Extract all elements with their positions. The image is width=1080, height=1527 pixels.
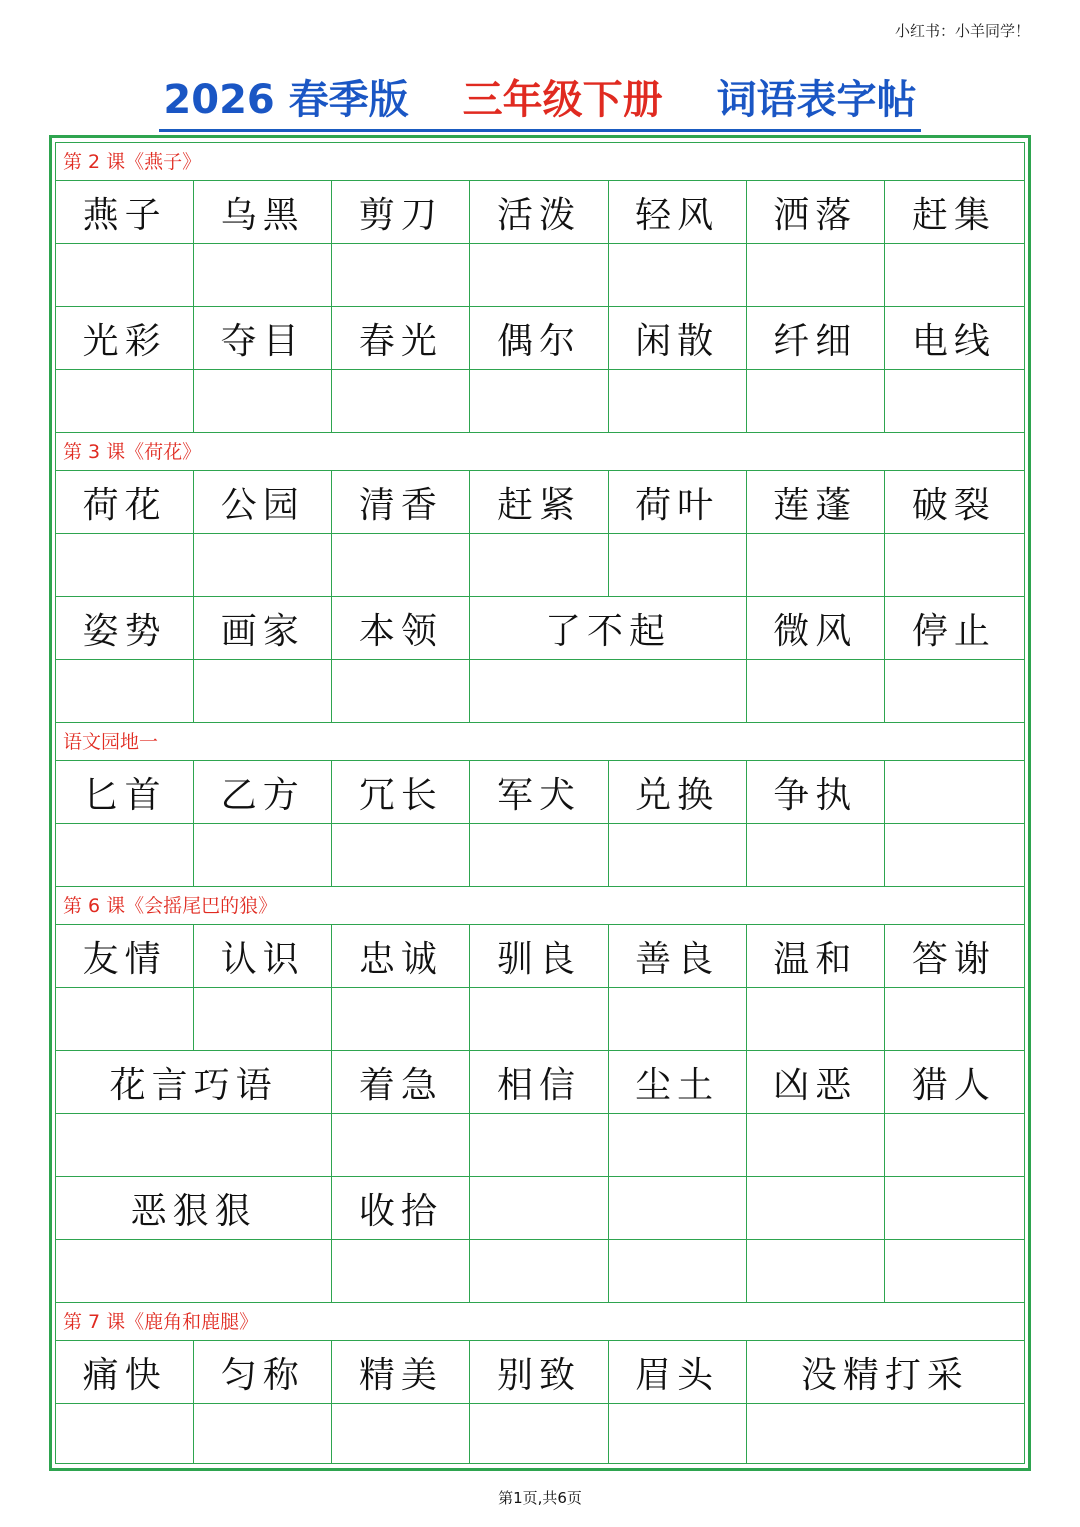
practice-cell (56, 534, 194, 596)
practice-cell (747, 660, 885, 722)
practice-cell (747, 534, 885, 596)
practice-row (56, 824, 1024, 887)
word-cell: 荷花 (56, 471, 194, 533)
word-row (56, 1341, 1024, 1404)
practice-row (56, 1404, 1024, 1464)
practice-cell (747, 824, 885, 886)
practice-cell (56, 824, 194, 886)
word-cell: 尘土 (609, 1051, 747, 1113)
word-cell: 乙方 (194, 761, 332, 823)
word-cell (885, 761, 1023, 823)
practice-cell (470, 1240, 608, 1302)
practice-cell (609, 244, 747, 306)
page-title (0, 68, 1080, 132)
practice-cell (470, 1404, 608, 1464)
practice-cell (332, 534, 470, 596)
practice-cell (56, 1404, 194, 1464)
word-cell: 燕子 (56, 181, 194, 243)
word-cell: 友情 (56, 925, 194, 987)
practice-cell (194, 1404, 332, 1464)
title-part-edition: 2026 春季版 (163, 77, 409, 123)
word-cell (885, 1177, 1023, 1239)
word-cell: 夺目 (194, 307, 332, 369)
practice-cell (332, 824, 470, 886)
practice-row (56, 1240, 1024, 1303)
word-cell: 痛快 (56, 1341, 194, 1403)
word-cell: 春光 (332, 307, 470, 369)
title-underline (159, 68, 920, 132)
practice-cell (194, 660, 332, 722)
word-cell: 轻风 (609, 181, 747, 243)
practice-cell (332, 244, 470, 306)
word-cell: 收拾 (332, 1177, 470, 1239)
word-cell: 眉头 (609, 1341, 747, 1403)
word-cell: 闲散 (609, 307, 747, 369)
title-part-grade: 三年级下册 (462, 77, 663, 123)
practice-cell (56, 370, 194, 432)
practice-cell (56, 1114, 332, 1176)
word-cell: 凶恶 (747, 1051, 885, 1113)
word-cell: 着急 (332, 1051, 470, 1113)
practice-cell (470, 824, 608, 886)
practice-cell (194, 988, 332, 1050)
word-cell: 赶紧 (470, 471, 608, 533)
word-cell: 别致 (470, 1341, 608, 1403)
title-part-subject: 词语表字帖 (716, 77, 917, 123)
lesson-heading: 第 7 课《鹿角和鹿腿》 (56, 1303, 1024, 1341)
word-cell: 本领 (332, 597, 470, 659)
practice-cell (747, 1404, 1023, 1464)
practice-cell (470, 660, 746, 722)
word-row (56, 761, 1024, 824)
word-cell: 偶尔 (470, 307, 608, 369)
practice-cell (885, 824, 1023, 886)
practice-cell (56, 660, 194, 722)
word-cell: 剪刀 (332, 181, 470, 243)
practice-cell (332, 660, 470, 722)
word-cell: 争执 (747, 761, 885, 823)
practice-cell (609, 824, 747, 886)
practice-cell (56, 988, 194, 1050)
word-cell: 电线 (911, 320, 996, 362)
practice-cell (885, 988, 1023, 1050)
word-cell: 温和 (747, 925, 885, 987)
practice-cell (470, 244, 608, 306)
practice-cell (194, 370, 332, 432)
lesson-heading: 第 2 课《燕子》 (56, 143, 1024, 181)
word-cell: 精美 (332, 1341, 470, 1403)
word-row (56, 1177, 1024, 1240)
word-cell: 相信 (470, 1051, 608, 1113)
word-row (56, 925, 1024, 988)
practice-cell (609, 370, 747, 432)
copybook-grid (55, 142, 1025, 1464)
practice-cell (885, 1114, 1023, 1176)
word-cell: 驯良 (470, 925, 608, 987)
practice-cell (609, 988, 747, 1050)
word-cell: 匀称 (194, 1341, 332, 1403)
word-row (56, 181, 1024, 244)
lesson-heading: 语文园地一 (56, 723, 1024, 761)
word-cell: 花言巧语 (56, 1051, 332, 1113)
word-cell: 认识 (194, 925, 332, 987)
practice-cell (747, 244, 885, 306)
word-cell: 纤细 (747, 307, 885, 369)
practice-row (56, 1114, 1024, 1177)
practice-cell (470, 988, 608, 1050)
practice-cell (56, 1240, 332, 1302)
page-number: 第1页,共6页 (498, 1489, 582, 1507)
word-cell: 莲蓬 (747, 471, 885, 533)
practice-cell (332, 1240, 470, 1302)
word-row (56, 1051, 1024, 1114)
practice-cell (470, 534, 608, 596)
word-cell: 清香 (332, 471, 470, 533)
practice-row (56, 988, 1024, 1051)
word-cell: 猎人 (911, 1064, 996, 1106)
practice-cell (747, 1240, 885, 1302)
word-cell: 乌黑 (194, 181, 332, 243)
practice-cell (885, 244, 1023, 306)
practice-cell (885, 660, 1023, 722)
practice-cell (747, 1114, 885, 1176)
practice-cell (194, 824, 332, 886)
word-cell: 善良 (609, 925, 747, 987)
practice-cell (470, 1114, 608, 1176)
word-cell: 冗长 (332, 761, 470, 823)
watermark-text: 小红书：小羊同学！ (894, 22, 1030, 40)
word-cell: 兑换 (609, 761, 747, 823)
practice-cell (332, 1404, 470, 1464)
word-cell (609, 1177, 747, 1239)
word-cell: 画家 (194, 597, 332, 659)
word-cell: 公园 (194, 471, 332, 533)
practice-row (56, 370, 1024, 433)
word-row (56, 597, 1024, 660)
word-cell: 洒落 (747, 181, 885, 243)
word-cell: 停止 (911, 610, 996, 652)
practice-cell (332, 1114, 470, 1176)
word-cell: 答谢 (911, 938, 996, 980)
word-cell: 活泼 (470, 181, 608, 243)
practice-cell (885, 534, 1023, 596)
word-cell: 恶狠狠 (56, 1177, 332, 1239)
word-cell (747, 1177, 885, 1239)
lesson-heading: 第 6 课《会摇尾巴的狼》 (56, 887, 1024, 925)
word-cell: 匕首 (56, 761, 194, 823)
word-cell (470, 1177, 608, 1239)
word-row (56, 471, 1024, 534)
word-cell: 了不起 (470, 597, 746, 659)
word-cell: 荷叶 (609, 471, 747, 533)
practice-row (56, 660, 1024, 723)
practice-row (56, 244, 1024, 307)
practice-cell (332, 988, 470, 1050)
word-cell: 赶集 (911, 194, 996, 236)
practice-cell (609, 534, 747, 596)
practice-cell (609, 1114, 747, 1176)
practice-cell (56, 244, 194, 306)
practice-cell (609, 1404, 747, 1464)
practice-cell (470, 370, 608, 432)
practice-cell (194, 244, 332, 306)
practice-cell (747, 988, 885, 1050)
word-cell: 军犬 (470, 761, 608, 823)
word-cell: 破裂 (911, 484, 996, 526)
practice-cell (885, 1240, 1023, 1302)
practice-cell (609, 1240, 747, 1302)
word-cell: 忠诚 (332, 925, 470, 987)
word-cell: 光彩 (56, 307, 194, 369)
practice-cell (194, 534, 332, 596)
word-cell: 微风 (747, 597, 885, 659)
lesson-heading: 第 3 课《荷花》 (56, 433, 1024, 471)
word-cell: 姿势 (56, 597, 194, 659)
practice-cell (885, 370, 1023, 432)
word-cell: 没精打采 (800, 1354, 969, 1396)
practice-row (56, 534, 1024, 597)
word-row (56, 307, 1024, 370)
practice-cell (747, 370, 885, 432)
practice-cell (332, 370, 470, 432)
